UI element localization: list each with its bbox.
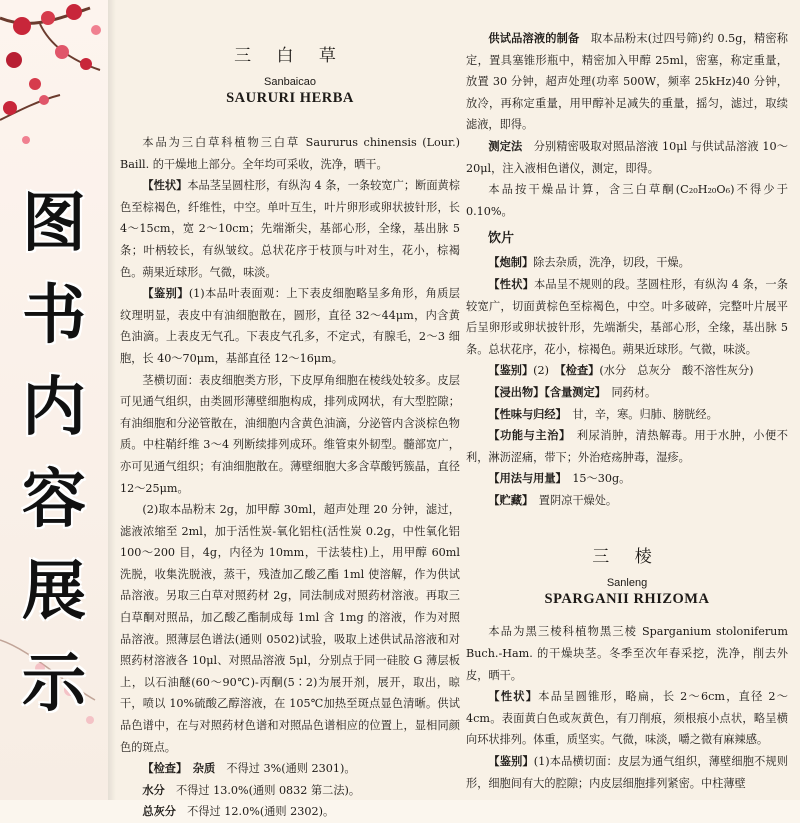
promo-banner-text [12, 178, 96, 730]
right-column [466, 0, 788, 794]
jianbie-paragraph-1b: 茎横切面：表皮细胞类方形，下皮厚角细胞在棱线处较多。皮层可见通气组织，由类圆形薄壁细胞构成，排列成网状，有大型腔隙；有油细胞和分泌管散在，油细胞内含黄色油滴，分泌管内含淡棕色物质。中柱鞘纤维 3～4 列断续排列成环。维管束外韧型。髓部宽广，亦可见通气组织；有油细胞散在。薄壁细胞大多含草酸钙簇晶，直径 12～25μm。 [120, 373, 460, 495]
promo-sidebar [0, 0, 109, 800]
xingwei-paragraph: 【性味与归经】 甘，辛，寒。归肺、膀胱经。 [488, 406, 718, 421]
yinpian-jianbie-paragraph: 【鉴别】(2) 【检查】(水分 总灰分 酸不溶性灰分) [488, 363, 754, 378]
sanleng-jianbie-paragraph: 【鉴别】(1)本品横切面：皮层为通气组织，薄壁细胞不规则形，细胞间有大的腔隙；内皮层细胞排列紧密。中柱薄壁 [466, 754, 788, 790]
content-paragraph: 本品按干燥品计算，含三白草酮(C₂₀H₂₀O₆)不得少于 0.10%。 [466, 183, 788, 218]
left-column [120, 0, 460, 823]
prep-paragraph: 供试品溶液的制备 取本品粉末(过四号筛)约 0.5g，精密称定，置具塞锥形瓶中，精密加入甲醇 25ml，密塞，称定重量，放置 30 分钟，超声处理(功率 500W，频率 25kHz)40 分钟，放冷，再称定重量，用甲醇补足减失的重量，摇匀，滤过，取续滤液，即得。 [466, 31, 788, 132]
jinchu-paragraph: 【浸出物】【含量测定】 同药材。 [488, 384, 657, 399]
promo-char: 示 [22, 647, 86, 721]
title-chinese: 三 棱 [592, 547, 662, 568]
yinpian-xingzhuang-paragraph: 【性状】本品呈不规则的段。茎圆柱形，有纵沟 4 条，一条较宽广，切面黄棕色至棕褐色，中空。叶多破碎，完整叶片展平后呈卵形或卵状披针形，先端渐尖，基部心形，全缘，基出脉 5 条。总状花序，花小，棕褐色。蒴果近球形。气微，味淡。 [466, 276, 788, 356]
promo-char: 图 [22, 187, 86, 261]
title-chinese: 三 白 草 [234, 46, 346, 66]
intro-paragraph: 本品为三白草科植物三白草 Saururus chinensis (Lour.) Baill. 的干燥地上部分。全年均可采收，洗净，晒干。 [120, 136, 460, 171]
yongfa-paragraph: 【用法与用量】 15～30g。 [488, 471, 631, 486]
jianbie-paragraph-2: (2)取本品粉末 2g，加甲醇 30ml，超声处理 20 分钟，滤过，滤液浓缩至 2ml，加于活性炭-氧化铝柱(活性炭 0.2g，中性氧化铝 100～200 目，4g，内径为 10mm，干法装柱)上，用甲醇 60ml 洗脱，收集洗脱液，蒸干，残渣加乙酸乙酯 1ml 使溶解，作为供试品溶液。另取三白草对照药材 2g，同法制成对照药材溶液。再取三白草酮对照品，加乙酸乙酯制成每 1ml 含 1mg 的溶液，作为对照品溶液。照薄层色谱法(通则 0502)试验，吸取上述供试品溶液和对照药材溶液各 10μl、对照品溶液 5μl，分别点于同一硅胶 G 薄层板上，以石油醚(60～90℃)-丙酮(5∶2)为展开剂，展开，取出，晾干，喷以 10%硫酸乙醇溶液，在 105℃加热至斑点显色清晰。供试品色谱中，在与对照药材色谱和对照品色谱相应的位置上，显相同颜色的斑点。 [120, 503, 460, 754]
promo-char: 容 [22, 463, 86, 537]
entry-title-sanbaicao [120, 46, 460, 110]
promo-char: 内 [22, 371, 86, 445]
shuifen-paragraph: 水分 不得过 13.0%(通则 0832 第二法)。 [142, 782, 361, 797]
page-gutter-shadow [108, 0, 116, 800]
title-latin: SPARGANII RHIZOMA [544, 591, 710, 608]
jianbie-paragraph-1: 【鉴别】(1)本品叶表面观：上下表皮细胞略呈多角形，角质层纹理明显，表皮中有油细胞散在，圆形，直径 32～44μm，内含黄色油滴。上表皮无气孔。下表皮气孔多，不定式，有腺毛，2～3 细胞，长 40～70μm，基部直径 12～16μm。 [120, 286, 460, 365]
sanleng-intro-paragraph: 本品为黑三棱科植物黑三棱 Sparganium stoloniferum Buch.-Ham. 的干燥块茎。冬季至次年春采挖，洗净，削去外皮，晒干。 [466, 625, 788, 682]
gongneng-paragraph: 【功能与主治】 利尿消肿，清热解毒。用于水肿，小便不利，淋沥涩痛，带下；外治疮疡肿毒，湿疹。 [466, 428, 788, 464]
method-paragraph: 测定法 分别精密吸取对照品溶液 10μl 与供试品溶液 10～20μl，注入液相色谱仪，测定，即得。 [466, 138, 788, 175]
entry-title-sanleng [466, 547, 788, 611]
title-pinyin: Sanbaicao [264, 76, 316, 88]
yinpian-heading: 饮片 [488, 231, 515, 247]
zhucang-paragraph: 【贮藏】 置阴凉干燥处。 [488, 492, 618, 507]
promo-char: 展 [22, 555, 86, 629]
title-pinyin: Sanleng [606, 577, 648, 590]
title-latin: SAURURI HERBA [226, 90, 354, 106]
xingzhuang-paragraph: 【性状】本品茎呈圆柱形，有纵沟 4 条，一条较宽广；断面黄棕色至棕褐色，纤维性，中空。单叶互生，叶片卵形或卵状披针形，长 4～15cm，宽 2～10cm；先端渐尖，基部心形，全缘，基出脉 5 条；叶柄较长，有纵皱纹。总状花序于枝顶与叶对生，花小，棕褐色。蒴果近球形。气微，味淡。 [120, 178, 460, 279]
sanleng-xingzhuang-paragraph: 【性状】本品呈圆锥形，略扁，长 2～6cm，直径 2～4cm。表面黄白色或灰黄色，有刀削痕，须根痕小点状，略呈横向环状排列。体重，质坚实。气微，味淡，嚼之微有麻辣感。 [466, 689, 788, 747]
zonghui-paragraph: 总灰分 不得过 12.0%(通则 2302)。 [142, 804, 335, 819]
book-page [108, 0, 800, 819]
paozhi-paragraph: 【炮制】除去杂质，洗净，切段，干燥。 [488, 255, 690, 270]
promo-char: 书 [22, 279, 86, 353]
jiancha-paragraph: 【检查】 杂质 不得过 3%(通则 2301)。 [142, 761, 356, 776]
